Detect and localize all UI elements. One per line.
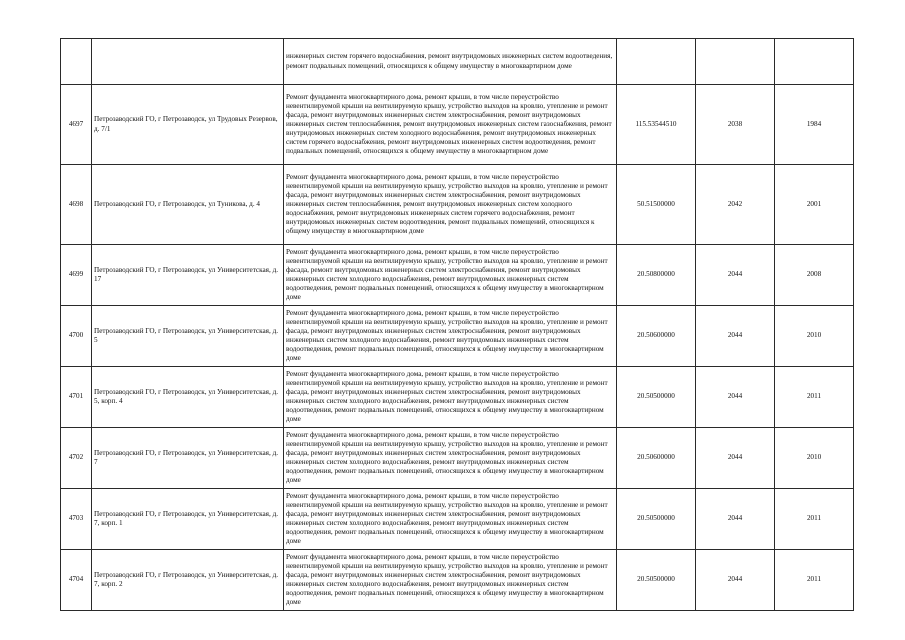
built-year-cell: 2011: [775, 489, 854, 550]
works-cell: [284, 428, 617, 489]
area-cell: [617, 39, 696, 85]
row-number-cell: [61, 39, 92, 85]
area-cell: 50.51500000: [617, 165, 696, 245]
built-year-cell: 2008: [775, 245, 854, 306]
table-row: [61, 39, 854, 85]
works-cell: [284, 367, 617, 428]
table-row: [61, 489, 854, 550]
works-text: Ремонт фундамента многоквартирного дома, ремонт крыши, в том числе переустройство невентилируемой крыши на вентилируемую крышу, устройство выходов на кровлю, утепление и ремонт фасада, ремонт внутридомовых инженерных систем электроснабжения, ремонт внутридомовых инженерных систем холодного водоснабжения, ремонт внутридомовых инженерных систем водоотведения, ремонт подвальных помещений, относящихся к общему имуществу в многоквартирном доме: [286, 491, 608, 546]
table-row: [61, 306, 854, 367]
table-row: [61, 165, 854, 245]
area-cell: 115.53544510: [617, 85, 696, 165]
works-text: Ремонт фундамента многоквартирного дома, ремонт крыши, в том числе переустройство невентилируемой крыши на вентилируемую крышу, устройство выходов на кровлю, утепление и ремонт фасада, ремонт внутридомовых инженерных систем электроснабжения, ремонт внутридомовых инженерных систем теплоснабжения, ремонт внутридомовых инженерных систем холодного водоснабжения, ремонт внутридомовых инженерных систем горячего водоснабжения, ремонт внутридомовых инженерных систем водоотведения, ремонт подвальных помещений, относящихся к общему имуществу в многоквартирном доме: [286, 172, 608, 236]
built-year-cell: 2011: [775, 367, 854, 428]
address-cell: Петрозаводский ГО, г Петрозаводск, ул Университетская, д. 5, корп. 4: [92, 367, 284, 428]
row-number-cell: 4697: [61, 85, 92, 165]
works-cell: [284, 306, 617, 367]
area-cell: 20.50500000: [617, 489, 696, 550]
address-cell: Петрозаводский ГО, г Петрозаводск, ул Университетская, д. 7, корп. 2: [92, 550, 284, 611]
address-cell: [92, 39, 284, 85]
row-number-cell: 4702: [61, 428, 92, 489]
built-year-cell: 1984: [775, 85, 854, 165]
planned-year-cell: 2038: [696, 85, 775, 165]
works-cell: [284, 550, 617, 611]
capital-repair-register-table: [60, 38, 854, 611]
address-cell: Петрозаводский ГО, г Петрозаводск, ул Туникова, д. 4: [92, 165, 284, 245]
table-row: [61, 550, 854, 611]
area-cell: 20.50800000: [617, 245, 696, 306]
works-text: Ремонт фундамента многоквартирного дома, ремонт крыши, в том числе переустройство невентилируемой крыши на вентилируемую крышу, устройство выходов на кровлю, утепление и ремонт фасада, ремонт внутридомовых инженерных систем электроснабжения, ремонт внутридомовых инженерных систем холодного водоснабжения, ремонт внутридомовых инженерных систем водоотведения, ремонт подвальных помещений, относящихся к общему имуществу в многоквартирном доме: [286, 430, 608, 485]
planned-year-cell: [696, 39, 775, 85]
table-row: [61, 428, 854, 489]
row-number-cell: 4700: [61, 306, 92, 367]
row-number-cell: 4703: [61, 489, 92, 550]
address-cell: Петрозаводский ГО, г Петрозаводск, ул Университетская, д. 17: [92, 245, 284, 306]
row-number-cell: 4701: [61, 367, 92, 428]
works-text: Ремонт фундамента многоквартирного дома, ремонт крыши, в том числе переустройство невентилируемой крыши на вентилируемую крышу, устройство выходов на кровлю, утепление и ремонт фасада, ремонт внутридомовых инженерных систем электроснабжения, ремонт внутридомовых инженерных систем холодного водоснабжения, ремонт внутридомовых инженерных систем водоотведения, ремонт подвальных помещений, относящихся к общему имуществу в многоквартирном доме: [286, 552, 608, 607]
row-number-cell: 4698: [61, 165, 92, 245]
built-year-cell: 2001: [775, 165, 854, 245]
works-text: Ремонт фундамента многоквартирного дома, ремонт крыши, в том числе переустройство невентилируемой крыши на вентилируемую крышу, устройство выходов на кровлю, утепление и ремонт фасада, ремонт внутридомовых инженерных систем электроснабжения, ремонт внутридомовых инженерных систем холодного водоснабжения, ремонт внутридомовых инженерных систем водоотведения, ремонт подвальных помещений, относящихся к общему имуществу в многоквартирном доме: [286, 247, 608, 302]
works-text: Ремонт фундамента многоквартирного дома, ремонт крыши, в том числе переустройство невентилируемой крыши на вентилируемую крышу, устройство выходов на кровлю, утепление и ремонт фасада, ремонт внутридомовых инженерных систем электроснабжения, ремонт внутридомовых инженерных систем холодного водоснабжения, ремонт внутридомовых инженерных систем водоотведения, ремонт подвальных помещений, относящихся к общему имуществу в многоквартирном доме: [286, 308, 608, 363]
works-cell: [284, 165, 617, 245]
table-row: [61, 245, 854, 306]
works-cell: [284, 489, 617, 550]
built-year-cell: 2010: [775, 428, 854, 489]
planned-year-cell: 2044: [696, 489, 775, 550]
row-number-cell: 4704: [61, 550, 92, 611]
table-row: [61, 367, 854, 428]
table-row: [61, 85, 854, 165]
works-cell: [284, 245, 617, 306]
area-cell: 20.50500000: [617, 550, 696, 611]
address-cell: Петрозаводский ГО, г Петрозаводск, ул Университетская, д. 7, корп. 1: [92, 489, 284, 550]
planned-year-cell: 2044: [696, 428, 775, 489]
built-year-cell: 2011: [775, 550, 854, 611]
address-cell: Петрозаводский ГО, г Петрозаводск, ул Трудовых Резервов, д. 7/1: [92, 85, 284, 165]
works-text: инженерных систем горячего водоснабжения, ремонт внутридомовых инженерных систем водоотведения, ремонт подвальных помещений, относящихся к общему имуществу в многоквартирном доме: [286, 52, 613, 70]
planned-year-cell: 2044: [696, 550, 775, 611]
area-cell: 20.50500000: [617, 367, 696, 428]
works-text: Ремонт фундамента многоквартирного дома, ремонт крыши, в том числе переустройство невентилируемой крыши на вентилируемую крышу, устройство выходов на кровлю, утепление и ремонт фасада, ремонт внутридомовых инженерных систем электроснабжения, ремонт внутридомовых инженерных систем холодного водоснабжения, ремонт внутридомовых инженерных систем водоотведения, ремонт подвальных помещений, относящихся к общему имуществу в многоквартирном доме: [286, 369, 608, 424]
works-text: Ремонт фундамента многоквартирного дома, ремонт крыши, в том числе переустройство невентилируемой крыши на вентилируемую крышу, устройство выходов на кровлю, утепление и ремонт фасада, ремонт внутридомовых инженерных систем электроснабжения, ремонт внутридомовых инженерных систем теплоснабжения, ремонт внутридомовых инженерных систем газоснабжения, ремонт внутридомовых инженерных систем холодного водоснабжения, ремонт внутридомовых инженерных систем горячего водоснабжения, ремонт внутридомовых инженерных систем водоотведения, ремонт подвальных помещений, относящихся к общему имуществу в многоквартирном доме: [286, 92, 612, 156]
row-number-cell: 4699: [61, 245, 92, 306]
built-year-cell: 2010: [775, 306, 854, 367]
planned-year-cell: 2044: [696, 367, 775, 428]
works-cell: [284, 85, 617, 165]
planned-year-cell: 2042: [696, 165, 775, 245]
area-cell: 20.50600000: [617, 428, 696, 489]
address-cell: Петрозаводский ГО, г Петрозаводск, ул Университетская, д. 5: [92, 306, 284, 367]
works-cell: [284, 39, 617, 85]
planned-year-cell: 2044: [696, 306, 775, 367]
address-cell: Петрозаводский ГО, г Петрозаводск, ул Университетская, д. 7: [92, 428, 284, 489]
area-cell: 20.50600000: [617, 306, 696, 367]
planned-year-cell: 2044: [696, 245, 775, 306]
built-year-cell: [775, 39, 854, 85]
